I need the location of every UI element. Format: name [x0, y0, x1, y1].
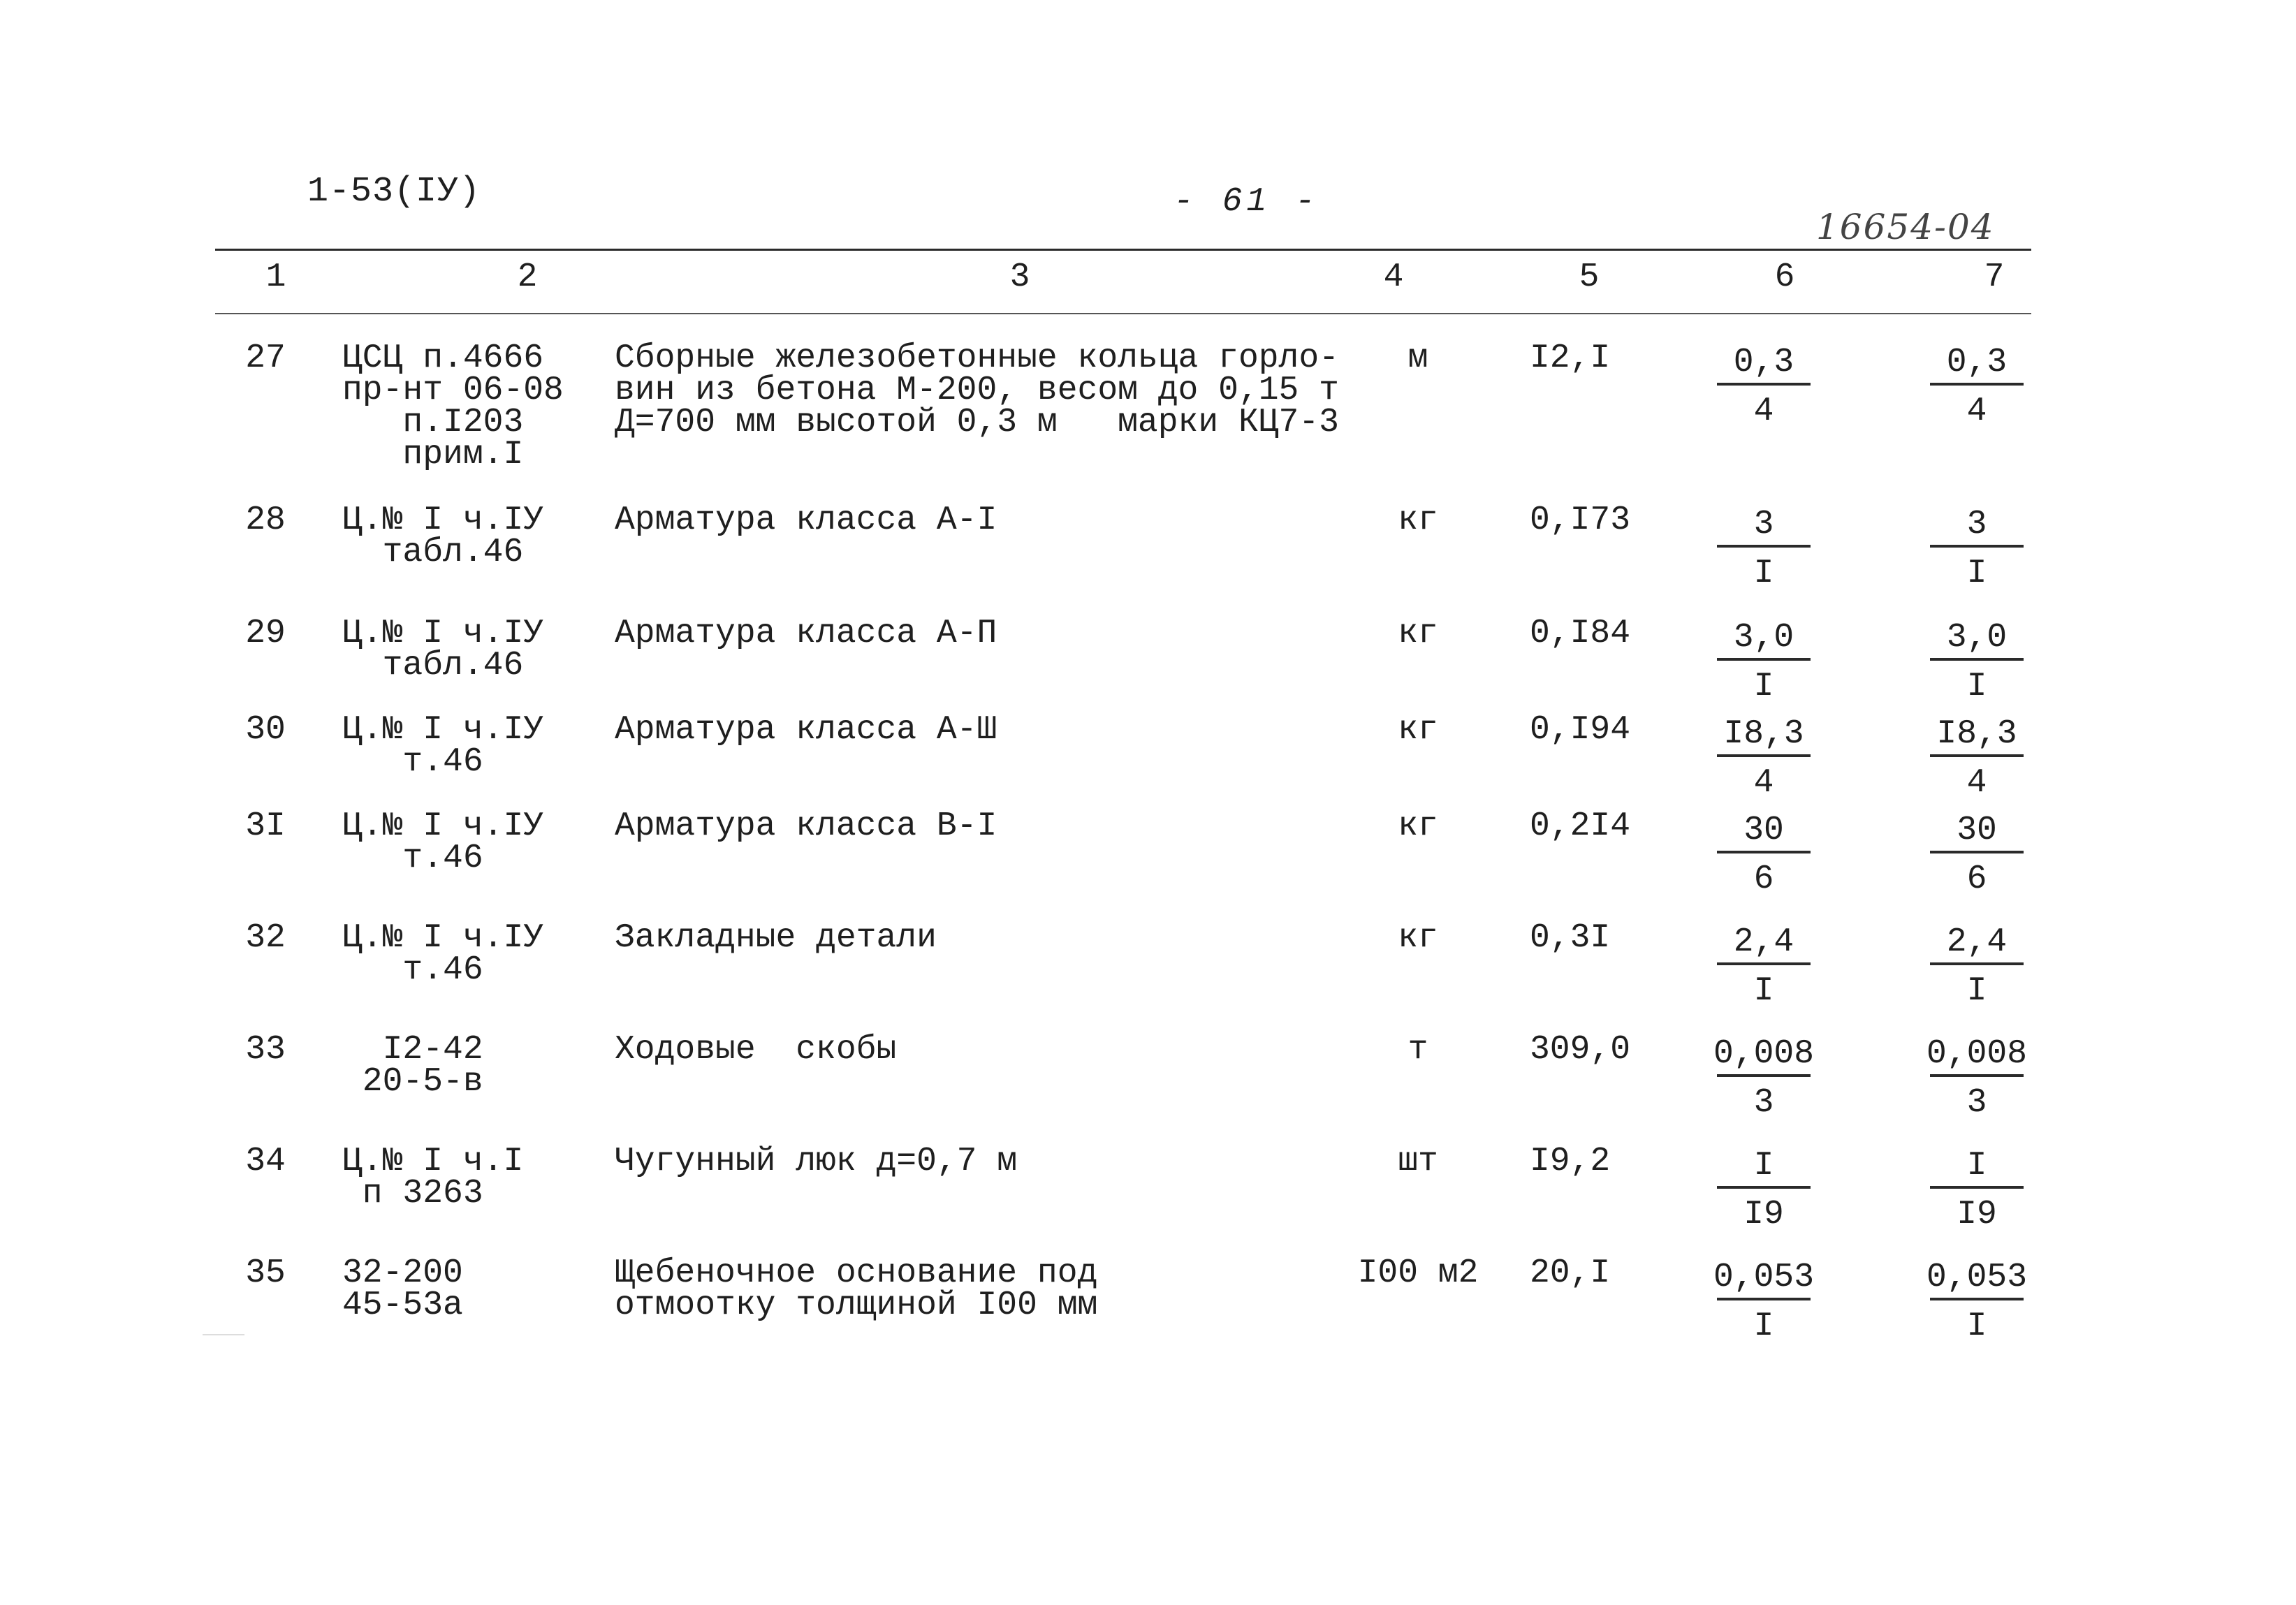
row-description: Закладные детали — [615, 919, 937, 957]
col7-denominator: I — [1966, 1307, 1987, 1345]
row-unit: кг — [1398, 807, 1438, 845]
row-number: 27 — [245, 339, 286, 377]
row-number: 32 — [245, 919, 286, 957]
row-col6-fraction — [1704, 342, 1823, 434]
archive-number: 16654-04 — [1816, 207, 1995, 247]
col6-numerator: 0,008 — [1713, 1035, 1815, 1073]
col7-numerator: I8,3 — [1936, 715, 2017, 753]
col7-denominator: 3 — [1966, 1084, 1987, 1122]
col7-numerator: 3,0 — [1946, 619, 2008, 657]
row-col7-fraction — [1917, 1257, 2036, 1349]
row-reference: Ц.№ I ч.IУ т.46 — [342, 807, 544, 877]
row-number: 30 — [245, 711, 286, 749]
col7-numerator: 3 — [1966, 506, 1987, 543]
col6-numerator: 3 — [1753, 506, 1774, 543]
row-price: 0,I84 — [1530, 615, 1631, 652]
page-number: - 61 - — [1173, 183, 1319, 221]
scan-artifact-line — [203, 1334, 244, 1335]
col7-numerator: 2,4 — [1946, 923, 2008, 961]
col7-denominator: I — [1966, 972, 1987, 1010]
row-unit: кг — [1398, 919, 1438, 957]
col7-numerator: 0,008 — [1926, 1035, 2028, 1073]
row-description: Арматура класса А-Ш — [615, 711, 997, 749]
row-price: I9,2 — [1530, 1143, 1611, 1180]
column-header-4: 4 — [1383, 258, 1404, 296]
row-unit: м — [1407, 339, 1428, 377]
row-col7-fraction — [1917, 1034, 2036, 1126]
col6-denominator: I — [1753, 668, 1774, 705]
col6-numerator: 0,3 — [1733, 344, 1794, 381]
row-description: Арматура класса В-I — [615, 807, 997, 845]
col6-numerator: 3,0 — [1733, 619, 1794, 657]
col7-denominator: 6 — [1966, 860, 1987, 898]
row-reference: Ц.№ I ч.I п 3263 — [342, 1143, 524, 1212]
row-reference: Ц.№ I ч.IУ табл.46 — [342, 501, 544, 571]
col7-numerator: 30 — [1957, 812, 1997, 849]
table-header-rule — [215, 313, 2031, 314]
row-number: 29 — [245, 615, 286, 652]
col7-denominator: 4 — [1966, 764, 1987, 802]
row-reference: 32-200 45-53а — [342, 1254, 463, 1324]
col6-denominator: I9 — [1743, 1196, 1784, 1233]
row-price: 0,3I — [1530, 919, 1611, 957]
col6-numerator: 30 — [1743, 812, 1784, 849]
col7-numerator: 0,053 — [1926, 1259, 2028, 1296]
col6-numerator: I — [1753, 1147, 1774, 1185]
row-description: Щебеночное основание под отмоотку толщиной I00 мм — [615, 1254, 1098, 1324]
row-price: 20,I — [1530, 1254, 1611, 1292]
col6-denominator: 6 — [1753, 860, 1774, 898]
col7-denominator: I9 — [1957, 1196, 1997, 1233]
row-col7-fraction — [1917, 714, 2036, 806]
col6-denominator: I — [1753, 1307, 1774, 1345]
row-col7-fraction — [1917, 342, 2036, 434]
row-number: 33 — [245, 1031, 286, 1069]
row-col6-fraction — [1704, 1145, 1823, 1238]
row-col6-fraction — [1704, 1034, 1823, 1126]
row-col6-fraction — [1704, 617, 1823, 710]
row-col6-fraction — [1704, 504, 1823, 596]
col7-denominator: 4 — [1966, 393, 1987, 430]
row-unit: кг — [1398, 501, 1438, 539]
col7-numerator: 0,3 — [1946, 344, 2008, 381]
row-reference: Ц.№ I ч.IУ т.46 — [342, 711, 544, 781]
column-header-6: 6 — [1774, 258, 1795, 296]
row-col6-fraction — [1704, 810, 1823, 902]
table-top-rule — [215, 249, 2031, 251]
col6-denominator: 4 — [1753, 393, 1774, 430]
row-description: Сборные железобетонные кольца горло- вин из бетона М-200, весом до 0,15 т Д=700 мм высотой 0,3 м марки КЦ7-3 — [615, 339, 1339, 441]
row-unit: кг — [1398, 615, 1438, 652]
col6-denominator: I — [1753, 972, 1774, 1010]
col6-denominator: 4 — [1753, 764, 1774, 802]
row-col6-fraction — [1704, 1257, 1823, 1349]
column-header-3: 3 — [1009, 258, 1030, 296]
row-description: Ходовые скобы — [615, 1031, 897, 1069]
row-col7-fraction — [1917, 617, 2036, 710]
col6-numerator: 0,053 — [1713, 1259, 1815, 1296]
document-code: 1-53(IУ) — [307, 172, 481, 212]
row-unit: шт — [1398, 1143, 1438, 1180]
row-number: 34 — [245, 1143, 286, 1180]
row-reference: Ц.№ I ч.IУ табл.46 — [342, 615, 544, 684]
col7-denominator: I — [1966, 555, 1987, 592]
row-number: 3I — [245, 807, 286, 845]
row-reference: ЦСЦ п.4666 пр-нт 06-08 п.I203 прим.I — [342, 339, 564, 474]
row-unit: кг — [1398, 711, 1438, 749]
row-price: 0,I73 — [1530, 501, 1631, 539]
column-header-5: 5 — [1579, 258, 1600, 296]
row-description: Арматура класса А-I — [615, 501, 997, 539]
col7-numerator: I — [1966, 1147, 1987, 1185]
row-col6-fraction — [1704, 922, 1823, 1014]
row-number: 35 — [245, 1254, 286, 1292]
row-price: 0,2I4 — [1530, 807, 1631, 845]
row-price: I2,I — [1530, 339, 1611, 377]
col7-denominator: I — [1966, 668, 1987, 705]
row-unit: I00 м2 — [1357, 1254, 1479, 1292]
row-unit: т — [1407, 1031, 1428, 1069]
row-col7-fraction — [1917, 1145, 2036, 1238]
column-header-7: 7 — [1984, 258, 2005, 296]
column-header-2: 2 — [517, 258, 538, 296]
col6-numerator: 2,4 — [1733, 923, 1794, 961]
row-col7-fraction — [1917, 504, 2036, 596]
row-number: 28 — [245, 501, 286, 539]
row-price: 0,I94 — [1530, 711, 1631, 749]
row-reference: I2-42 20-5-в — [362, 1031, 483, 1101]
row-col6-fraction — [1704, 714, 1823, 806]
row-reference: Ц.№ I ч.IУ т.46 — [342, 919, 544, 989]
row-price: 309,0 — [1530, 1031, 1631, 1069]
col6-numerator: I8,3 — [1723, 715, 1804, 753]
column-header-1: 1 — [265, 258, 286, 296]
col6-denominator: I — [1753, 555, 1774, 592]
row-col7-fraction — [1917, 810, 2036, 902]
row-col7-fraction — [1917, 922, 2036, 1014]
row-description: Чугунный люк д=0,7 м — [615, 1143, 1018, 1180]
col6-denominator: 3 — [1753, 1084, 1774, 1122]
row-description: Арматура класса А-П — [615, 615, 997, 652]
